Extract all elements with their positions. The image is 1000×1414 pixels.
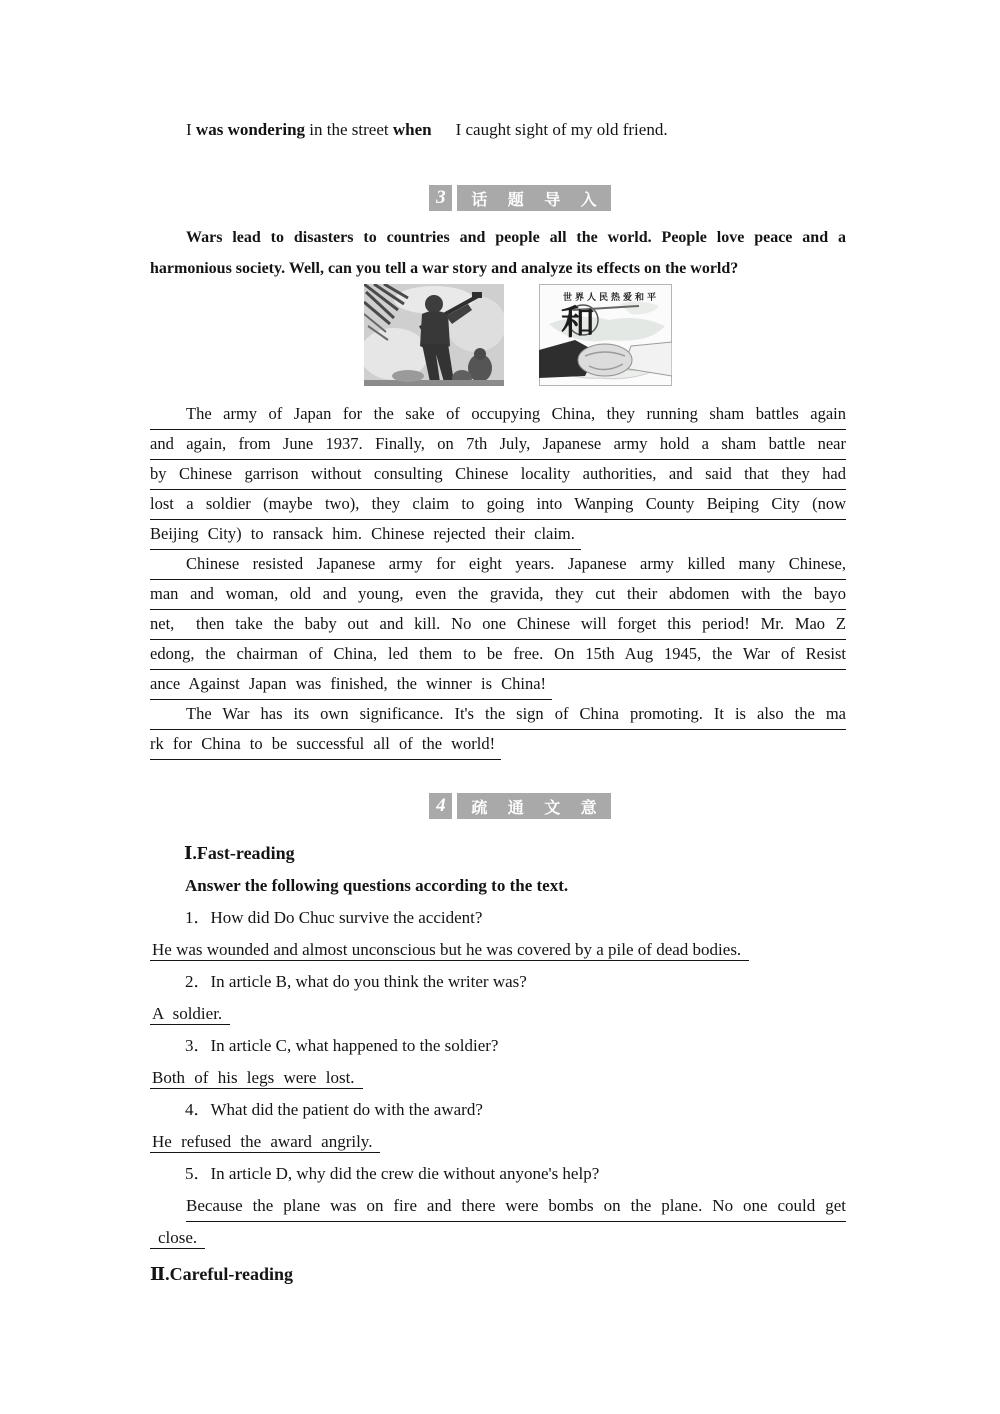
answer-line: Because the plane was on fire and there were bombs on the plane. No one could get — [186, 1190, 846, 1222]
intro-line: Wars lead to disasters to countries and people all the world. People love peace and a — [186, 229, 846, 246]
grammar-example-line — [186, 118, 846, 142]
section-header-topic — [172, 185, 868, 211]
sentence-bold-answer: was wondering — [195, 120, 306, 139]
fast-reading-heading: Ⅰ.Fast-reading — [184, 843, 295, 863]
passage-line: net, then take the baby out and kill. No one Chinese will forget this period! Mr. Mao Z — [150, 610, 846, 640]
peace-photo — [539, 284, 672, 386]
passage-line: lost a soldier (maybe two), they claim to going into Wanping County Beiping City (now — [150, 490, 846, 520]
sentence-bold-answer: when — [392, 120, 432, 139]
passage-line: Beijing City) to ransack him. Chinese rejected their claim. — [150, 520, 581, 550]
section-number-badge: 3 — [429, 185, 452, 211]
passage-line: The War has its own significance. It's the sign of China promoting. It is also the ma — [150, 700, 846, 730]
topic-intro-paragraph — [150, 222, 846, 284]
sentence-part: I — [186, 120, 196, 139]
qa-list — [150, 902, 846, 1254]
illustrations-row — [170, 284, 866, 386]
war-photo — [364, 284, 504, 386]
answer-line: close. — [150, 1222, 846, 1254]
sentence-part: I caught sight of my old friend. — [455, 120, 668, 139]
passage-line: The army of Japan for the sake of occupying China, they running sham battles again — [150, 400, 846, 430]
intro-line: harmonious society. Well, can you tell a war story and analyze its effects on the world? — [150, 260, 739, 277]
answer-line: He was wounded and almost unconscious but he was covered by a pile of dead bodies. — [150, 934, 846, 966]
peace-character: 和 — [561, 303, 595, 343]
fast-reading-instruction: Answer the following questions according to the text. — [185, 876, 569, 895]
passage-line: by Chinese garrison without consulting Chinese locality authorities, and said that they had — [150, 460, 846, 490]
section-header-comprehension — [172, 793, 868, 819]
section-number-badge: 4 — [429, 793, 452, 819]
passage-line: ance Against Japan was finished, the winner is China! — [150, 670, 552, 700]
passage — [150, 400, 846, 760]
passage-line: Chinese resisted Japanese army for eight years. Japanese army killed many Chinese, — [150, 550, 846, 580]
careful-reading-heading: Ⅱ.Careful-reading — [150, 1264, 293, 1284]
question-line: 5．In article D, why did the crew die without anyone's help? — [185, 1164, 600, 1183]
page-content — [150, 118, 846, 1290]
question-line: 3．In article C, what happened to the soldier? — [185, 1036, 499, 1055]
passage-line: and again, from June 1937. Finally, on 7th July, Japanese army hold a sham battle near — [150, 430, 846, 460]
answer-line: He refused the award angrily. — [150, 1126, 846, 1158]
question-line: 2．In article B, what do you think the writer was? — [185, 972, 527, 991]
section-title-badge: 话 题 导 入 — [457, 185, 610, 211]
passage-line: edong, the chairman of China, led them to be free. On 15th Aug 1945, the War of Resist — [150, 640, 846, 670]
passage-line: man and woman, old and young, even the gravida, they cut their abdomen with the bayo — [150, 580, 846, 610]
answer-line: Both of his legs were lost. — [150, 1062, 846, 1094]
question-line: 1．How did Do Chuc survive the accident? — [185, 908, 483, 927]
answer-line: A soldier. — [150, 998, 846, 1030]
question-line: 4．What did the patient do with the award? — [185, 1100, 483, 1119]
sentence-part: in the street — [305, 120, 393, 139]
passage-line: rk for China to be successful all of the world! — [150, 730, 501, 760]
peace-slogan-text: 世界人民热爱和平 — [562, 292, 660, 302]
section-title-badge: 疏 通 文 意 — [457, 793, 610, 819]
